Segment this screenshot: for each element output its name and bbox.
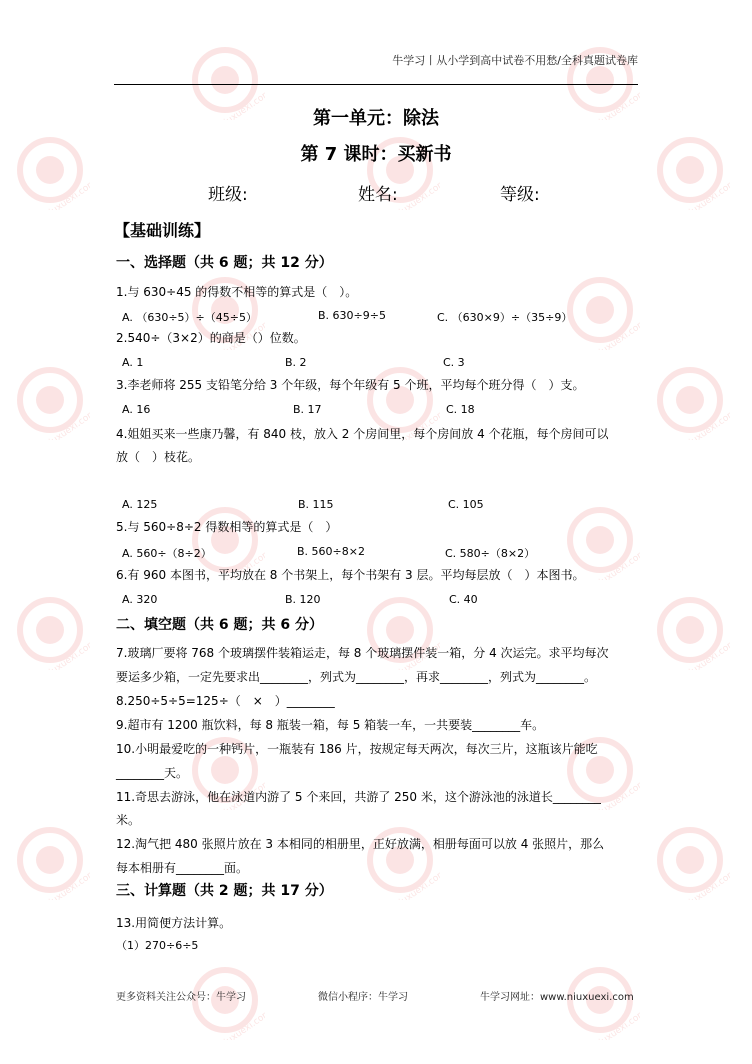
footer-wechat-account: 更多资料关注公众号：牛学习 — [116, 992, 246, 1003]
question-4-line-2: 放（ ）枝花。 — [116, 450, 201, 464]
question-8: 8.250÷5÷5=125÷（ × ）________ — [116, 694, 335, 708]
svg-text:niuxuexi.com: niuxuexi.com — [218, 548, 265, 580]
footer-mini-program: 微信小程序：牛学习 — [318, 992, 408, 1003]
svg-text:niuxuexi.com: niuxuexi.com — [393, 408, 440, 440]
q1-option-a: A. （630÷5）÷（45÷5） — [122, 311, 257, 324]
svg-text:niuxuexi.com: niuxuexi.com — [593, 88, 640, 120]
question-9: 9.超市有 1200 瓶饮料，每 8 瓶装一箱，每 5 箱装一车，一共要装________车。 — [116, 718, 545, 732]
section-2-title: 二、填空题（共 6 题；共 6 分） — [116, 617, 323, 633]
q4-option-b: B. 115 — [298, 498, 334, 511]
lesson-title: 第 7 课时：买新书 — [300, 144, 452, 165]
question-12-line-1: 12.淘气把 480 张照片放在 3 本相同的相册里，正好放满，相册每面可以放 4 张照片，那么 — [116, 837, 605, 851]
q4-option-c: C. 105 — [448, 498, 484, 511]
svg-text:niuxuexi.com: niuxuexi.com — [218, 88, 265, 120]
section-3-title: 三、计算题（共 2 题；共 17 分） — [116, 883, 333, 899]
question-10-line-2: ________天。 — [116, 766, 189, 780]
question-3: 3.李老师将 255 支铅笔分给 3 个年级，每个年级有 5 个班，平均每个班分得（ ）支。 — [116, 378, 585, 392]
question-12-line-2: 每本相册有________面。 — [116, 861, 249, 875]
q3-option-c: C. 18 — [446, 403, 475, 416]
q5-option-a: A. 560÷（8÷2） — [122, 547, 212, 560]
q4-option-a: A. 125 — [122, 498, 158, 511]
basic-training-heading: 【基础训练】 — [114, 221, 211, 240]
svg-text:niuxuexi.com: niuxuexi.com — [43, 408, 90, 440]
svg-text:niuxuexi.com: niuxuexi.com — [393, 638, 440, 670]
footer-website: 牛学习网址：www.niuxuexi.com — [480, 992, 634, 1003]
section-1-title: 一、选择题（共 6 题；共 12 分） — [116, 255, 333, 271]
svg-text:niuxuexi.com: niuxuexi.com — [683, 178, 730, 210]
svg-text:niuxuexi.com: niuxuexi.com — [218, 318, 265, 350]
q1-option-b: B. 630÷9÷5 — [318, 309, 386, 322]
svg-text:niuxuexi.com: niuxuexi.com — [43, 868, 90, 900]
svg-text:niuxuexi.com: niuxuexi.com — [218, 778, 265, 810]
svg-text:niuxuexi.com: niuxuexi.com — [218, 1008, 265, 1040]
question-11-line-1: 11.奇思去游泳，他在泳道内游了 5 个来回，共游了 250 米，这个游泳池的泳道长________ — [116, 790, 601, 804]
question-10-line-1: 10.小明最爱吃的一种钙片，一瓶装有 186 片，按规定每天两次，每次三片，这瓶该片能吃 — [116, 742, 598, 756]
q3-option-b: B. 17 — [293, 403, 322, 416]
q3-option-a: A. 16 — [122, 403, 151, 416]
svg-text:niuxuexi.com: niuxuexi.com — [593, 548, 640, 580]
q2-option-b: B. 2 — [285, 356, 307, 369]
svg-text:niuxuexi.com: niuxuexi.com — [43, 638, 90, 670]
unit-title: 第一单元：除法 — [313, 108, 439, 129]
watermark-logo — [650, 820, 730, 900]
header-rule — [114, 84, 638, 85]
question-7-line-1: 7.玻璃厂要将 768 个玻璃摆件装箱运走，每 8 个玻璃摆件装一箱，分 4 次运完。求平均每次 — [116, 646, 609, 660]
question-13: 13.用简便方法计算。 — [116, 916, 232, 930]
svg-text:niuxuexi.com: niuxuexi.com — [593, 1008, 640, 1040]
q2-option-c: C. 3 — [443, 356, 465, 369]
svg-text:niuxuexi.com: niuxuexi.com — [43, 178, 90, 210]
question-6: 6.有 960 本图书，平均放在 8 个书架上，每个书架有 3 层。平均每层放（ ）本图书。 — [116, 568, 585, 582]
q6-option-b: B. 120 — [285, 593, 321, 606]
name-field-label: 姓名: — [358, 185, 398, 205]
q5-option-c: C. 580÷（8×2） — [445, 547, 536, 560]
class-field-label: 班级: — [208, 185, 248, 205]
question-13-part-1: （1）270÷6÷5 — [116, 939, 199, 952]
q1-option-c: C. （630×9）÷（35÷9） — [437, 311, 573, 324]
svg-text:niuxuexi.com: niuxuexi.com — [683, 408, 730, 440]
svg-text:niuxuexi.com: niuxuexi.com — [683, 638, 730, 670]
question-2: 2.540÷（3×2）的商是（）位数。 — [116, 331, 306, 345]
svg-text:niuxuexi.com: niuxuexi.com — [593, 318, 640, 350]
question-1: 1.与 630÷45 的得数不相等的算式是（ ）。 — [116, 285, 358, 299]
q6-option-a: A. 320 — [122, 593, 158, 606]
q5-option-b: B. 560÷8×2 — [297, 545, 365, 558]
grade-field-label: 等级: — [500, 185, 540, 205]
svg-text:niuxuexi.com: niuxuexi.com — [683, 868, 730, 900]
svg-text:niuxuexi.com: niuxuexi.com — [393, 178, 440, 210]
svg-text:niuxuexi.com: niuxuexi.com — [393, 868, 440, 900]
question-7-line-2: 要运多少箱，一定先要求出________，列式为________，再求________，列式为________。 — [116, 670, 597, 684]
svg-text:niuxuexi.com: niuxuexi.com — [593, 778, 640, 810]
header-text: 牛学习丨从小学到高中试卷不用愁/全科真题试卷库 — [392, 54, 638, 67]
watermark-logo — [650, 360, 730, 440]
q2-option-a: A. 1 — [122, 356, 144, 369]
watermark-logo — [10, 590, 90, 670]
question-4-line-1: 4.姐姐买来一些康乃馨，有 840 枝，放入 2 个房间里，每个房间放 4 个花瓶，每个房间可以 — [116, 427, 609, 441]
watermark-logo — [10, 820, 90, 900]
question-5: 5.与 560÷8÷2 得数相等的算式是（ ） — [116, 520, 338, 534]
watermark-logo — [10, 360, 90, 440]
q6-option-c: C. 40 — [449, 593, 478, 606]
question-11-line-2: 米。 — [116, 813, 141, 827]
watermark-logo — [650, 590, 730, 670]
